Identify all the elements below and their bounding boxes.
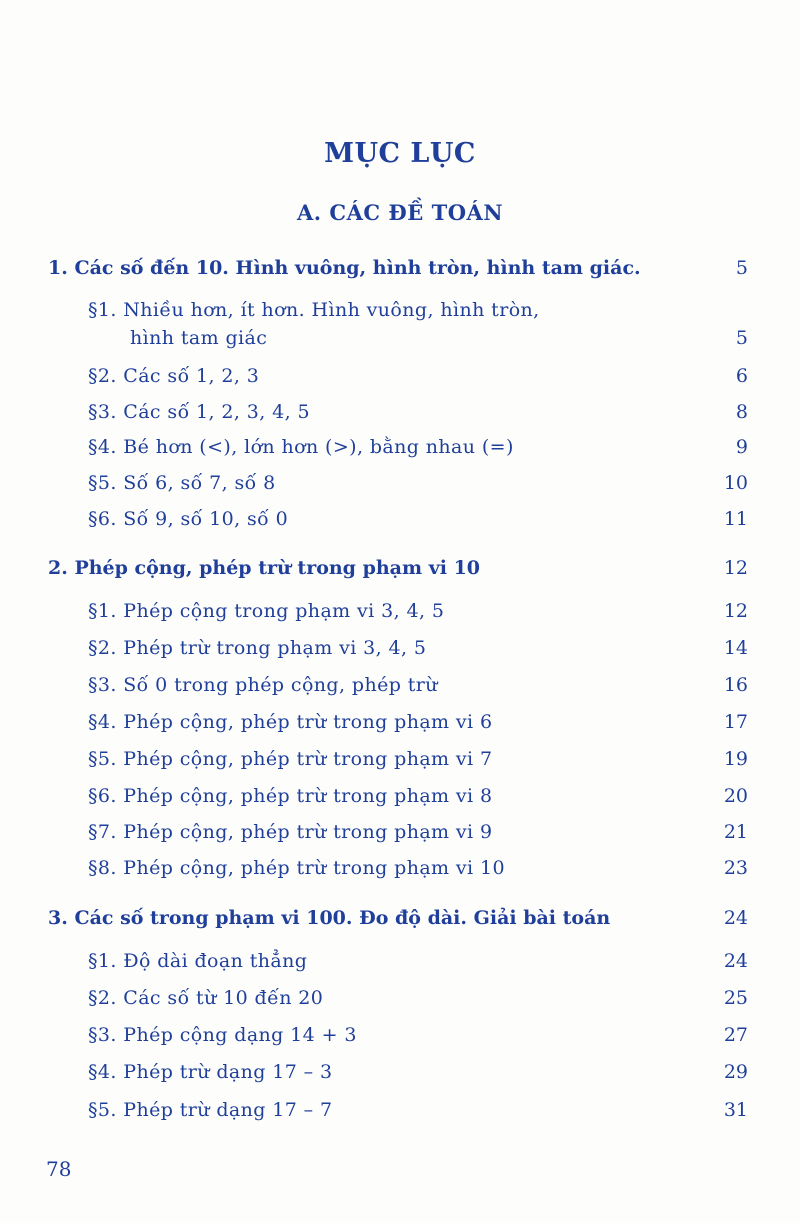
toc-entry-title: 3. Các số trong phạm vi 100. Đo độ dài. Giải bài toán bbox=[48, 907, 611, 929]
toc-entry-page: 5 bbox=[735, 257, 748, 279]
toc-lesson-entry bbox=[0, 853, 800, 883]
toc-entry-title: §2. Các số 1, 2, 3 bbox=[88, 365, 260, 387]
toc-entry-title: §2. Các số từ 10 đến 20 bbox=[88, 987, 324, 1009]
toc-lesson-entry bbox=[0, 817, 800, 847]
toc-entry-page: 11 bbox=[723, 508, 748, 530]
toc-entry-page: 29 bbox=[723, 1061, 748, 1083]
section-heading: A. CÁC ĐỀ TOÁN bbox=[296, 200, 504, 225]
toc-entry-page: 24 bbox=[723, 950, 748, 972]
toc-lesson-entry bbox=[0, 781, 800, 811]
toc-lesson-entry bbox=[0, 946, 800, 976]
toc-entry-title: §4. Bé hơn (<), lớn hơn (>), bằng nhau (=) bbox=[88, 436, 514, 458]
toc-entry-title: §5. Phép trừ dạng 17 – 7 bbox=[88, 1099, 333, 1121]
toc-lesson-entry bbox=[0, 596, 800, 626]
toc-lesson-entry bbox=[0, 707, 800, 737]
toc-lesson-entry bbox=[0, 323, 800, 353]
toc-entry-title: 1. Các số đến 10. Hình vuông, hình tròn, hình tam giác. bbox=[48, 257, 641, 279]
toc-lesson-entry bbox=[0, 744, 800, 774]
toc-entry-title: §2. Phép trừ trong phạm vi 3, 4, 5 bbox=[88, 637, 427, 659]
toc-entry-page: 27 bbox=[723, 1024, 748, 1046]
toc-lesson-entry bbox=[0, 670, 800, 700]
toc-entry-title: §3. Các số 1, 2, 3, 4, 5 bbox=[88, 401, 310, 423]
toc-entry-title: §1. Phép cộng trong phạm vi 3, 4, 5 bbox=[88, 600, 445, 622]
toc-entry-page: 5 bbox=[735, 327, 748, 349]
toc-entry-page: 16 bbox=[723, 674, 748, 696]
toc-entry-page: 9 bbox=[735, 436, 748, 458]
toc-chapter-entry bbox=[0, 253, 800, 283]
toc-lesson-entry bbox=[0, 983, 800, 1013]
toc-lesson-entry bbox=[0, 504, 800, 534]
toc-lesson-entry bbox=[0, 1095, 800, 1125]
toc-entry-page: 10 bbox=[723, 472, 748, 494]
toc-entry-title: hình tam giác bbox=[130, 327, 268, 349]
toc-entry-page: 31 bbox=[723, 1099, 748, 1121]
page-number: 78 bbox=[46, 1157, 72, 1181]
toc-entry-title: §5. Phép cộng, phép trừ trong phạm vi 7 bbox=[88, 748, 493, 770]
toc-entry-title: §4. Phép trừ dạng 17 – 3 bbox=[88, 1061, 333, 1083]
toc-entry-title: §6. Số 9, số 10, số 0 bbox=[88, 508, 289, 530]
toc-lesson-entry bbox=[0, 295, 800, 325]
toc-entry-page: 24 bbox=[723, 907, 748, 929]
toc-entry-title: §3. Số 0 trong phép cộng, phép trừ bbox=[88, 674, 438, 696]
toc-entry-page: 14 bbox=[723, 637, 748, 659]
toc-entry-title: §7. Phép cộng, phép trừ trong phạm vi 9 bbox=[88, 821, 493, 843]
toc-entry-page: 20 bbox=[723, 785, 748, 807]
toc-entry-title: §3. Phép cộng dạng 14 + 3 bbox=[88, 1024, 357, 1046]
toc-entry-title: §6. Phép cộng, phép trừ trong phạm vi 8 bbox=[88, 785, 493, 807]
toc-entry-page: 8 bbox=[735, 401, 748, 423]
toc-entry-title: 2. Phép cộng, phép trừ trong phạm vi 10 bbox=[48, 557, 481, 579]
toc-entry-title: §4. Phép cộng, phép trừ trong phạm vi 6 bbox=[88, 711, 493, 733]
toc-chapter-entry bbox=[0, 903, 800, 933]
toc-lesson-entry bbox=[0, 397, 800, 427]
toc-entry-page: 23 bbox=[723, 857, 748, 879]
toc-entry-title: §1. Độ dài đoạn thẳng bbox=[88, 950, 308, 972]
toc-entry-page: 19 bbox=[723, 748, 748, 770]
toc-entry-page: 17 bbox=[723, 711, 748, 733]
toc-entry-title: §1. Nhiều hơn, ít hơn. Hình vuông, hình tròn, bbox=[88, 299, 540, 321]
toc-entry-page: 25 bbox=[723, 987, 748, 1009]
toc-entry-page: 6 bbox=[735, 365, 748, 387]
toc-lesson-entry bbox=[0, 633, 800, 663]
toc-lesson-entry bbox=[0, 468, 800, 498]
toc-entry-title: §5. Số 6, số 7, số 8 bbox=[88, 472, 276, 494]
toc-lesson-entry bbox=[0, 432, 800, 462]
toc-entry-title: §8. Phép cộng, phép trừ trong phạm vi 10 bbox=[88, 857, 505, 879]
page-title: MỤC LỤC bbox=[324, 138, 476, 169]
toc-lesson-entry bbox=[0, 361, 800, 391]
toc-entry-page: 12 bbox=[723, 600, 748, 622]
toc-lesson-entry bbox=[0, 1020, 800, 1050]
toc-chapter-entry bbox=[0, 553, 800, 583]
toc-lesson-entry bbox=[0, 1057, 800, 1087]
toc-entry-page: 12 bbox=[723, 557, 748, 579]
toc-entry-page: 21 bbox=[723, 821, 748, 843]
